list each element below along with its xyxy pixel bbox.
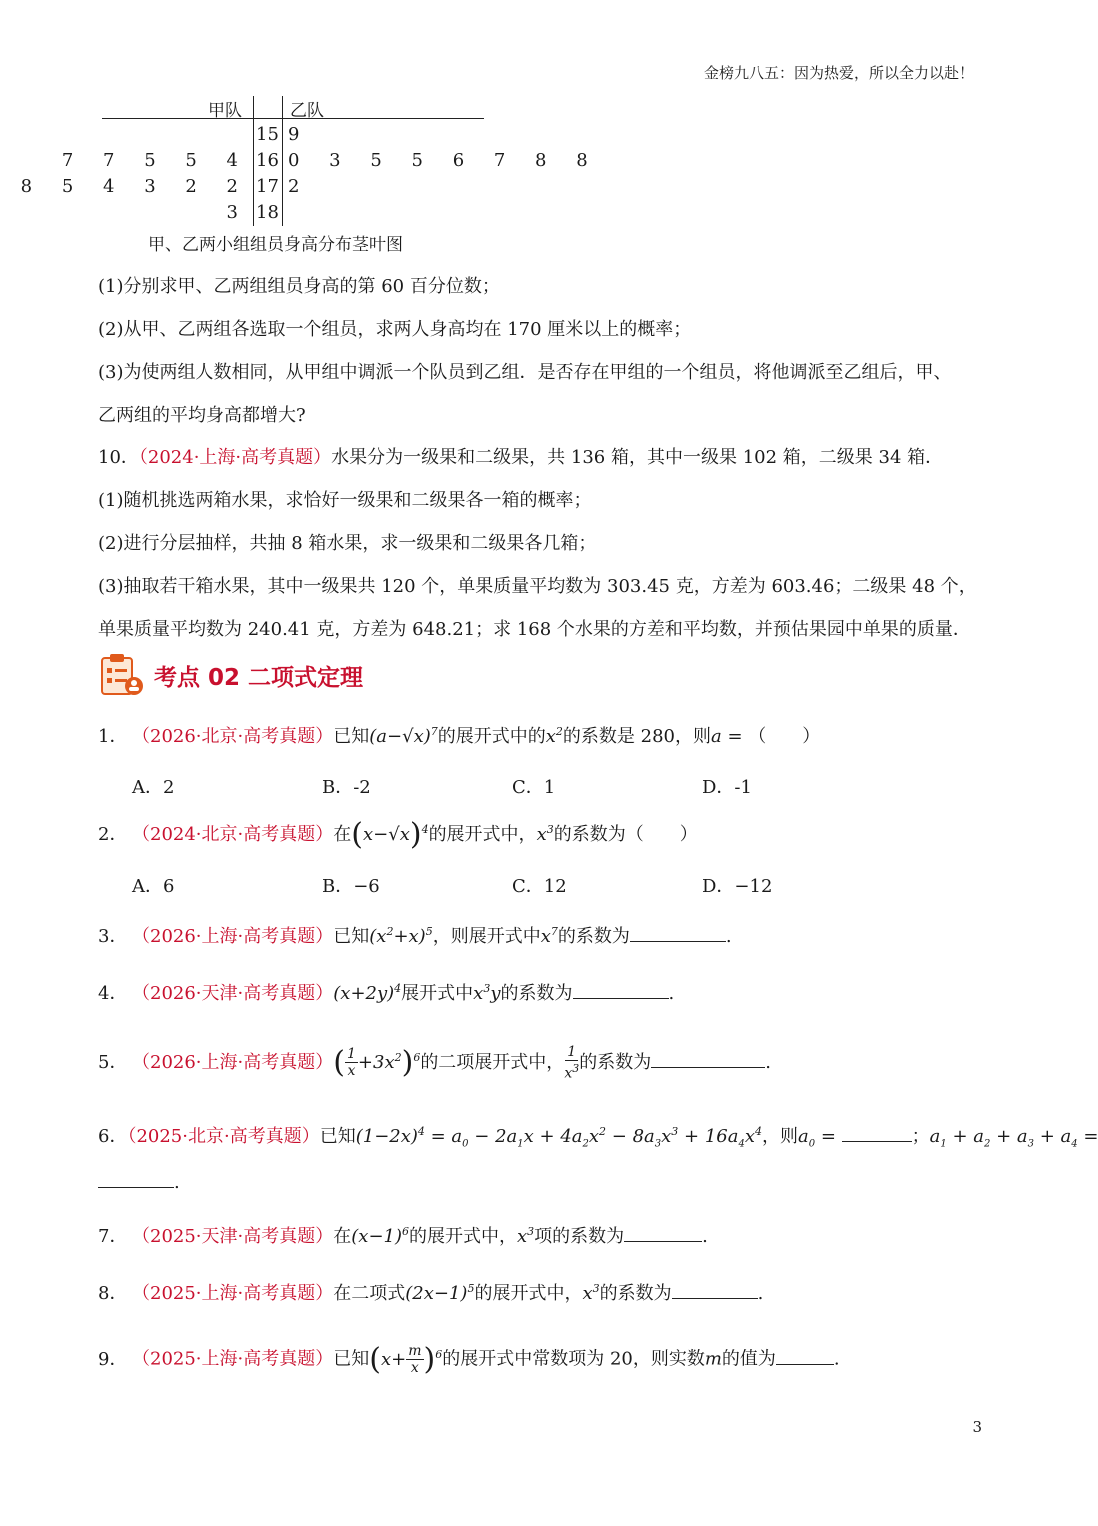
q9-part1: (1)分别求甲、乙两组组员身高的第 60 百分位数；: [98, 276, 500, 297]
q9-part3b: 乙两组的平均身高都增大?: [98, 405, 306, 426]
source-tag: （2025·上海·高考真题）: [132, 1348, 334, 1370]
answer-blank[interactable]: [672, 1284, 758, 1299]
source-tag: （2025·北京·高考真题）: [127, 1126, 320, 1147]
q10-part2: (2)进行分层抽样，共抽 8 箱水果，求一级果和二级果各几箱；: [98, 533, 597, 554]
option[interactable]: C．12: [512, 876, 567, 897]
stem-row: 8 5 4 3 2 2 17 2: [20, 176, 312, 197]
stem-leaf-plot: [20, 92, 600, 232]
stem-row: 15 9: [256, 124, 312, 145]
source-tag: （2024·北京·高考真题）: [132, 824, 334, 845]
option[interactable]: B．-2: [322, 777, 371, 798]
answer-blank[interactable]: [98, 1173, 174, 1188]
options-q2: [132, 872, 892, 898]
source-tag: （2026·上海·高考真题）: [132, 1051, 334, 1073]
q9-part3a: (3)为使两组人数相同，从甲组中调派一个队员到乙组．是否存在甲组的一个组员，将他调派至乙组后，甲、: [98, 362, 952, 383]
option[interactable]: C．1: [512, 777, 556, 798]
options-q1: [132, 773, 892, 799]
question-4: 4． （2026·天津·高考真题）$(x+2y)^4$展开式中$x^3y$的系数为 .: [98, 982, 675, 1004]
answer-blank[interactable]: [573, 984, 669, 999]
q10-part1: (1)随机挑选两箱水果，求恰好一级果和二级果各一箱的概率；: [98, 490, 592, 511]
answer-blank[interactable]: [624, 1227, 702, 1242]
source-tag: （2025·上海·高考真题）: [132, 1283, 334, 1304]
option[interactable]: D．−12: [702, 876, 773, 897]
option[interactable]: B．−6: [322, 876, 380, 897]
page-header: 金榜九八五：因为热爱，所以全力以赴！: [703, 64, 974, 82]
stem-row: 3 18: [226, 202, 279, 223]
right-team-label: 乙队: [290, 101, 324, 121]
question-6: 6．（2025·北京·高考真题）已知$(1-2x)^4 = a_0 - 2a_1x + 4a_2x^2 - 8a_3x^3 + 16a_4x^4$，则$a_0$ = ；$a_1 + a_2 + a_3 + a_4$ =: [98, 1125, 1098, 1150]
page-number: 3: [972, 1418, 982, 1436]
header-rule: [102, 118, 484, 119]
q9-part2: (2)从甲、乙两组各选取一个组员，求两人身高均在 170 厘米以上的概率；: [98, 319, 692, 340]
stem-leaf-caption: 甲、乙两小组组员身高分布茎叶图: [148, 235, 403, 255]
question-2: 2． （2024·北京·高考真题）在$(x-√x)^4$的展开式中，$x^3$的系数为（ ）: [98, 817, 698, 852]
option[interactable]: A．6: [132, 876, 175, 897]
source-tag: （2025·天津·高考真题）: [132, 1226, 334, 1247]
answer-blank[interactable]: [630, 927, 726, 942]
q10-stem: 10．（2024·上海·高考真题）水果分为一级果和二级果，共 136 箱，其中一级果 102 箱，二级果 34 箱．: [98, 447, 944, 468]
section-heading: [98, 650, 363, 700]
answer-blank[interactable]: [842, 1127, 912, 1142]
question-1: 1． （2026·北京·高考真题）已知$(a-√x)^7$的展开式中的$x^2$的系数是 280，则a = （ ）: [98, 725, 821, 747]
source-tag: （2026·上海·高考真题）: [132, 926, 334, 947]
q10-part3b: 单果质量平均数为 240.41 克，方差为 648.21；求 168 个水果的方差和平均数，并预估果园中单果的质量．: [98, 619, 971, 640]
source-tag: （2026·北京·高考真题）: [132, 726, 334, 747]
option[interactable]: A．2: [132, 777, 175, 798]
question-6-cont: .: [98, 1172, 984, 1193]
answer-blank[interactable]: [651, 1053, 765, 1068]
answer-blank[interactable]: [776, 1350, 834, 1365]
question-3: 3． （2026·上海·高考真题）已知$(x^2+x)^5$，则展开式中$x^7$的系数为 .: [98, 925, 732, 947]
section-title: 考点 02 二项式定理: [154, 664, 364, 691]
source-tag: （2026·天津·高考真题）: [132, 983, 334, 1004]
question-5: 5． （2026·上海·高考真题）( $\frac{1}{x}$ $+3x^2)^6$的二项展开式中， $\frac{1}{x^3}$ 的系数为 .: [98, 1044, 771, 1082]
left-team-label: 甲队: [208, 101, 242, 121]
q10-part3a: (3)抽取若干箱水果，其中一级果共 120 个，单果质量平均数为 303.45 克，方差为 603.46；二级果 48 个，: [98, 576, 977, 597]
question-8: 8． （2025·上海·高考真题）在二项式$(2x-1)^5$的展开式中，$x^3$的系数为 .: [98, 1282, 764, 1304]
question-9: 9． （2025·上海·高考真题）已知(x+ $\frac{m}{x}$ )$^6$的展开式中常数项为 20，则实数m的值为 .: [98, 1341, 840, 1377]
clipboard-icon: [98, 652, 144, 698]
stem-row: 7 7 5 5 4 16 0 3 5 5 6 7 8 8: [61, 150, 600, 171]
option[interactable]: D．-1: [702, 777, 752, 798]
question-7: 7． （2025·天津·高考真题）在$(x-1)^6$的展开式中，$x^3$项的系数为 .: [98, 1225, 708, 1247]
source-tag: （2024·上海·高考真题）: [138, 447, 332, 468]
